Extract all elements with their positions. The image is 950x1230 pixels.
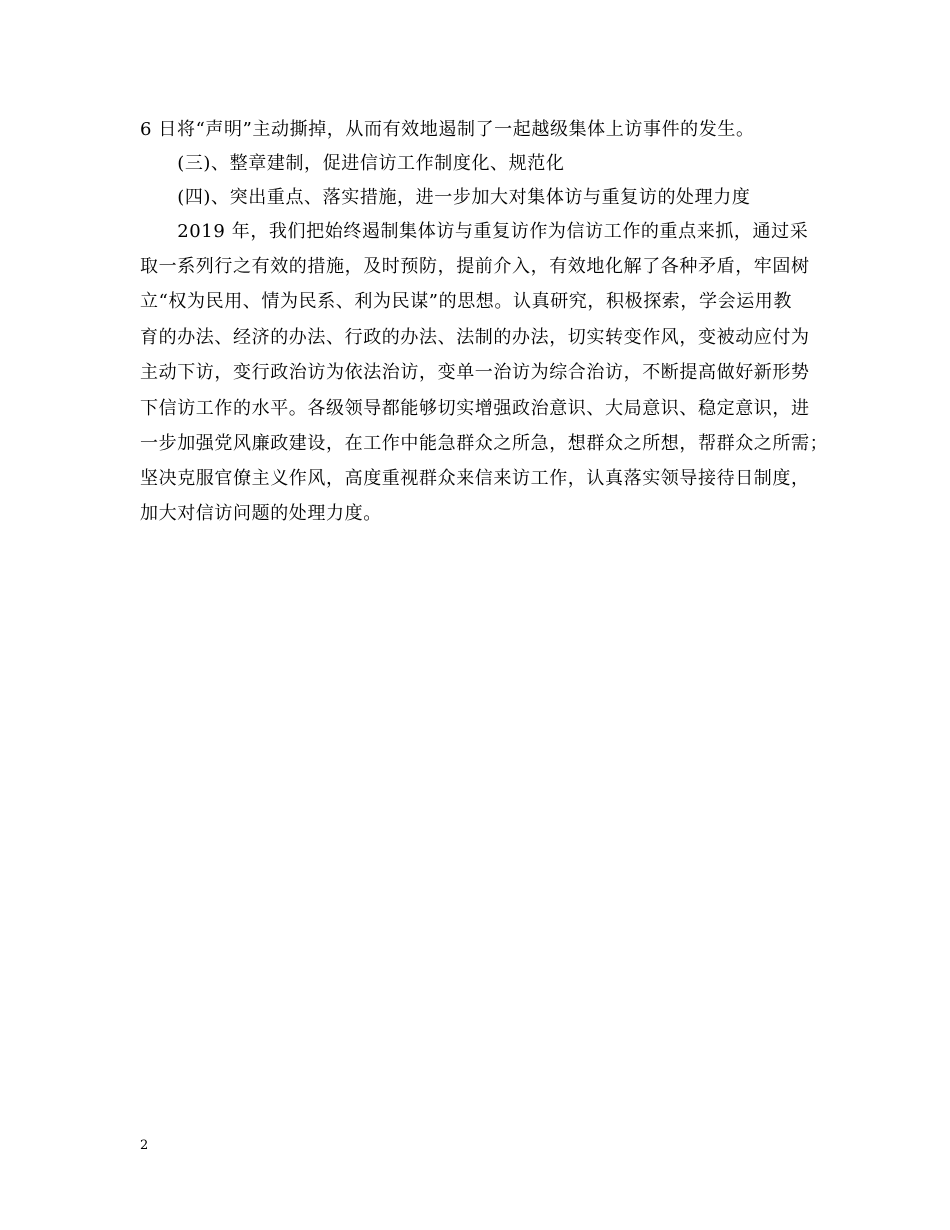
body-text-line: 坚决克服官僚主义作风，高度重视群众来信来访工作，认真落实领导接待日制度， [140,468,810,489]
body-text-line: 加大对信访问题的处理力度。 [140,503,382,524]
page-number: 2 [140,1138,149,1153]
body-text-line: 6 日将“声明”主动撕掉，从而有效地遏制了一起越级集体上访事件的发生。 [140,119,755,140]
body-text-line: 立“权为民用、情为民系、利为民谋”的思想。认真研究，积极探索，学会运用教 [140,291,793,312]
body-text-line: 育的办法、经济的办法、行政的办法、法制的办法，切实转变作风，变被动应付为 [140,327,810,348]
body-text-line: 一步加强党风廉政建设，在工作中能急群众之所急，想群众之所想，帮群众之所需； [140,433,829,454]
section-heading-four: (四)、突出重点、落实措施，进一步加大对集体访与重复访的处理力度 [140,187,751,208]
body-text-line: 下信访工作的水平。各级领导都能够切实增强政治意识、大局意识、稳定意识，进 [140,398,810,419]
body-text-line: 取一系列行之有效的措施，及时预防，提前介入，有效地化解了各种矛盾，牢固树 [140,256,810,277]
section-heading-three: (三)、整章建制，促进信访工作制度化、规范化 [140,153,565,174]
body-text-line: 2019 年，我们把始终遏制集体访与重复访作为信访工作的重点来抓，通过采 [140,221,809,242]
body-text-line: 主动下访，变行政治访为依法治访，变单一治访为综合治访，不断提高做好新形势 [140,362,810,383]
